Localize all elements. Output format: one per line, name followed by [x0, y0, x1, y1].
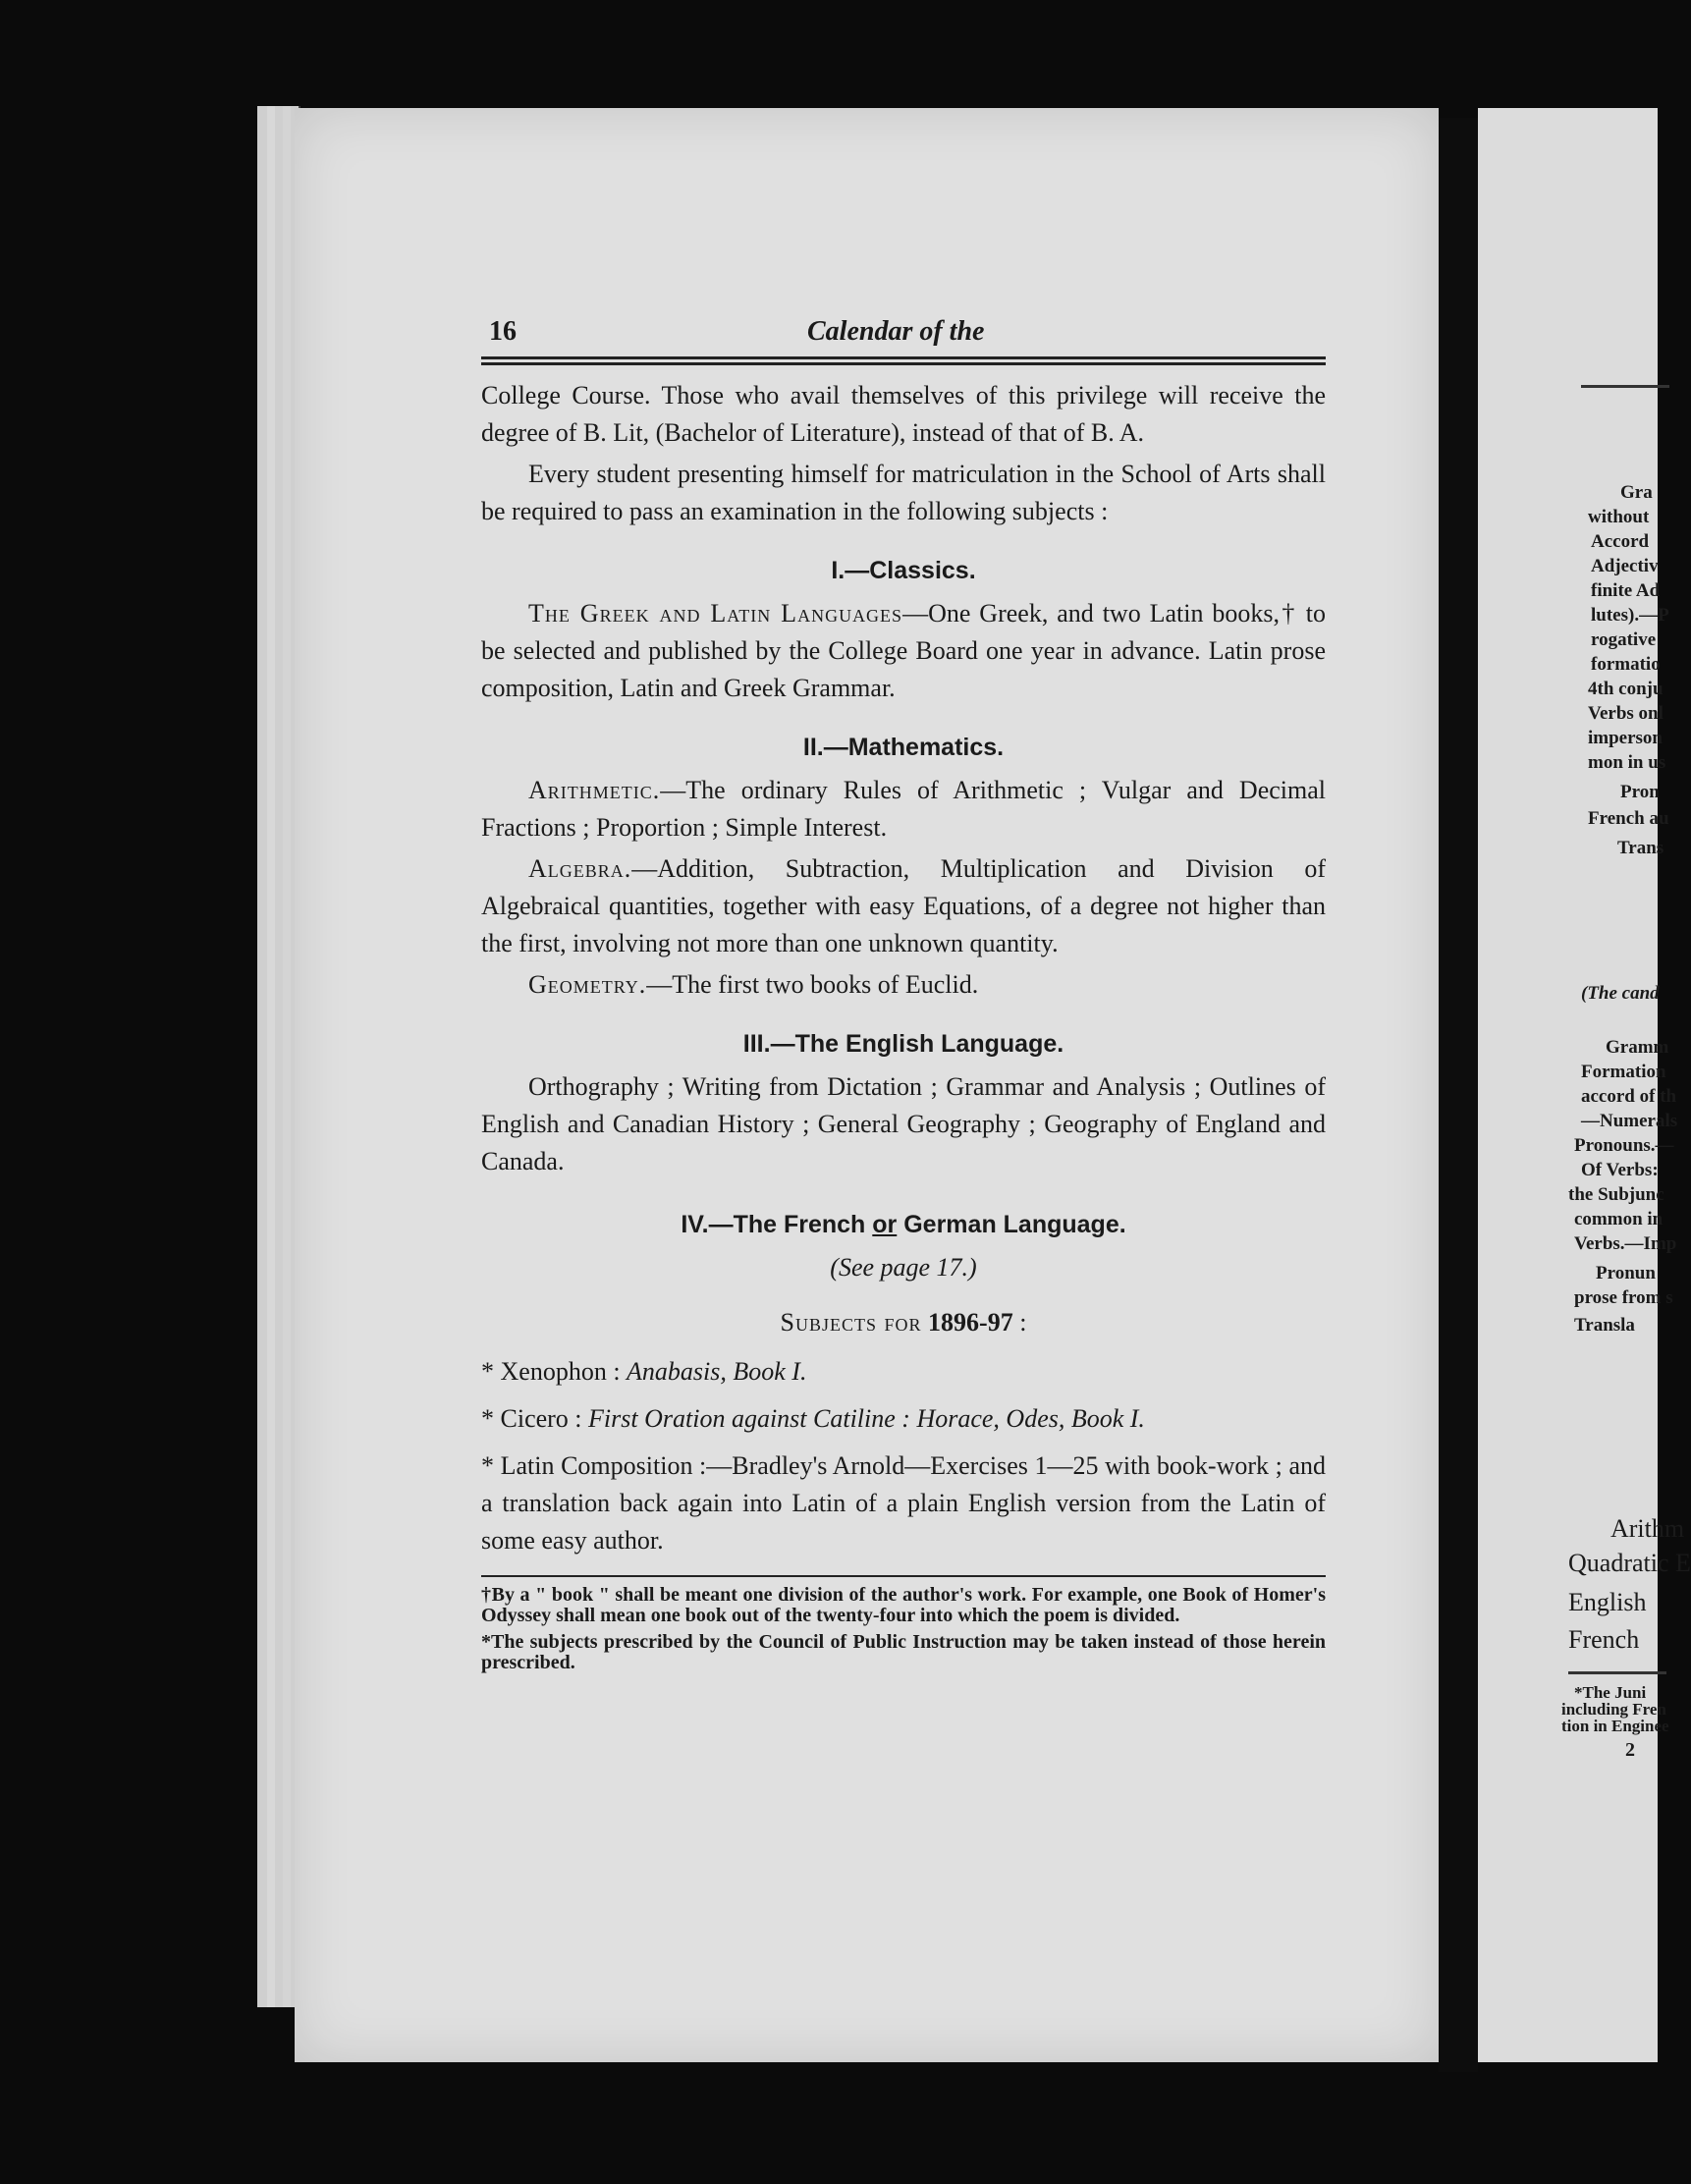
- subject-detail: —Bradley's Arnold—Exercises 1—25 with book-work ; and a translation back again into Latin of a plain English version from the Latin of some easy author.: [481, 1451, 1327, 1555]
- section-classics-heading: I.—Classics.: [831, 557, 976, 584]
- right-text: tion in Enginee: [1561, 1717, 1669, 1735]
- arithmetic-paragraph: [481, 772, 1326, 846]
- right-text: Verbs onl: [1588, 703, 1664, 724]
- right-text: Pronouns.—: [1574, 1135, 1674, 1156]
- footnote-council: *The subjects prescribed by the Council of Public Instruction may be taken instead of those herein prescribed.: [481, 1631, 1326, 1673]
- french-german-heading-or: or: [872, 1211, 898, 1238]
- right-text: lutes).—P: [1591, 605, 1669, 626]
- right-text: Pron: [1620, 782, 1660, 802]
- right-text: finite Ad: [1591, 580, 1661, 601]
- algebra-label: Algebra.: [528, 854, 632, 883]
- subjects-label: Subjects for: [780, 1308, 922, 1337]
- right-text: —Numerals: [1581, 1111, 1678, 1131]
- right-text: Verbs.—Imp: [1574, 1233, 1677, 1254]
- french-german-heading-suffix: German Language.: [897, 1211, 1126, 1238]
- subject-item: [481, 1353, 1326, 1391]
- page-header: [481, 300, 1326, 349]
- header-rule: [481, 356, 1326, 365]
- right-text: English: [1568, 1588, 1647, 1616]
- right-text: Pronun: [1596, 1263, 1656, 1283]
- right-text: Gra: [1620, 482, 1653, 503]
- right-text: rogative: [1591, 629, 1657, 650]
- geometry-paragraph: [481, 966, 1326, 1004]
- book-gutter: [1439, 118, 1478, 2072]
- arithmetic-label: Arithmetic.: [528, 776, 661, 804]
- right-text: prose from s: [1574, 1287, 1673, 1308]
- right-page-fragment: [1478, 108, 1691, 2062]
- right-text: accord of th: [1581, 1086, 1677, 1107]
- right-text: Formation: [1581, 1062, 1666, 1082]
- geometry-label: Geometry.: [528, 970, 647, 999]
- subject-author: * Xenophon :: [481, 1357, 627, 1386]
- section-mathematics-heading: II.—Mathematics.: [802, 734, 1005, 761]
- classics-label: The Greek and Latin Languages: [528, 599, 903, 628]
- intro-paragraph: College Course. Those who avail themselves of this privilege will receive the degree of B. Lit, (Bachelor of Literature), instead of that of B. A.: [481, 381, 1326, 447]
- right-text: formatio: [1591, 654, 1661, 675]
- matriculation-paragraph: Every student presenting himself for matriculation in the School of Arts shall be required to pass an examination in the following subjects :: [481, 460, 1326, 525]
- subject-item: [481, 1447, 1326, 1559]
- right-text: 2: [1625, 1739, 1635, 1761]
- right-text: Arithm: [1610, 1514, 1685, 1543]
- arithmetic-text: —The ordinary Rules of Arithmetic ; Vulgar and Decimal Fractions ; Proportion ; Simple Interest.: [481, 776, 1326, 842]
- french-german-heading-prefix: IV.—The French: [681, 1211, 873, 1238]
- subject-work: Anabasis, Book I.: [627, 1357, 807, 1386]
- footnote-rule: [481, 1575, 1326, 1577]
- right-text: the Subjunc: [1568, 1184, 1664, 1205]
- footnote-book-definition: †By a " book " shall be meant one division of the author's work. For example, one Book of Homer's Odyssey shall mean one book out of the twenty-four into which the poem is divided.: [481, 1584, 1326, 1626]
- section-french-german-heading: [481, 1206, 1326, 1243]
- subject-item: [481, 1400, 1326, 1438]
- right-text: Of Verbs:: [1581, 1160, 1659, 1180]
- subject-author: * Latin Composition :: [481, 1451, 707, 1480]
- subject-work: First Oration against Catiline : Horace, Odes, Book I.: [588, 1404, 1145, 1433]
- right-text: without: [1588, 507, 1650, 527]
- right-text: (The cand: [1581, 983, 1660, 1004]
- right-text: *The Juni: [1574, 1683, 1647, 1702]
- see-page-reference: (See page 17.): [830, 1253, 977, 1282]
- right-text: Gramm: [1606, 1037, 1669, 1058]
- page-content: [481, 300, 1326, 1675]
- right-text: Transla: [1574, 1315, 1635, 1336]
- right-text: Adjectiv: [1591, 556, 1659, 576]
- right-text: common in: [1574, 1209, 1664, 1229]
- classics-paragraph: [481, 595, 1326, 707]
- subjects-year: 1896-97: [928, 1308, 1013, 1337]
- page-number: 16: [489, 316, 517, 347]
- right-text: French au: [1588, 808, 1669, 829]
- right-text: imperson: [1588, 728, 1663, 748]
- subjects-heading: [481, 1304, 1326, 1341]
- geometry-text: —The first two books of Euclid.: [646, 970, 979, 999]
- algebra-text: —Addition, Subtraction, Multiplication and Division of Algebraical quantities, together with easy Equations, of a degree not higher than the first, involving not more than one unknown quantity.: [481, 854, 1326, 957]
- classics-text: —One Greek, and two Latin books,† to be selected and published by the College Board one year in advance. Latin prose composition, Latin and Greek Grammar.: [481, 599, 1326, 702]
- english-paragraph: Orthography ; Writing from Dictation ; Grammar and Analysis ; Outlines of English and Canadian History ; General Geography ; Geography of England and Canada.: [481, 1072, 1326, 1175]
- right-text: Quadratic E: [1568, 1549, 1691, 1577]
- algebra-paragraph: [481, 850, 1326, 962]
- section-english-heading: III.—The English Language.: [742, 1030, 1064, 1058]
- right-text: 4th conju: [1588, 679, 1664, 699]
- right-header-rule: [1581, 385, 1669, 388]
- right-text: Trans: [1617, 838, 1664, 858]
- subject-author: * Cicero :: [481, 1404, 589, 1433]
- running-title: Calendar of the: [807, 316, 985, 347]
- subjects-colon: :: [1012, 1308, 1027, 1337]
- right-text: French: [1568, 1625, 1640, 1654]
- right-footnote-rule: [1568, 1671, 1666, 1674]
- right-text: mon in us: [1588, 752, 1666, 773]
- right-text: Accord: [1591, 531, 1650, 552]
- right-text: including Fren: [1561, 1700, 1666, 1719]
